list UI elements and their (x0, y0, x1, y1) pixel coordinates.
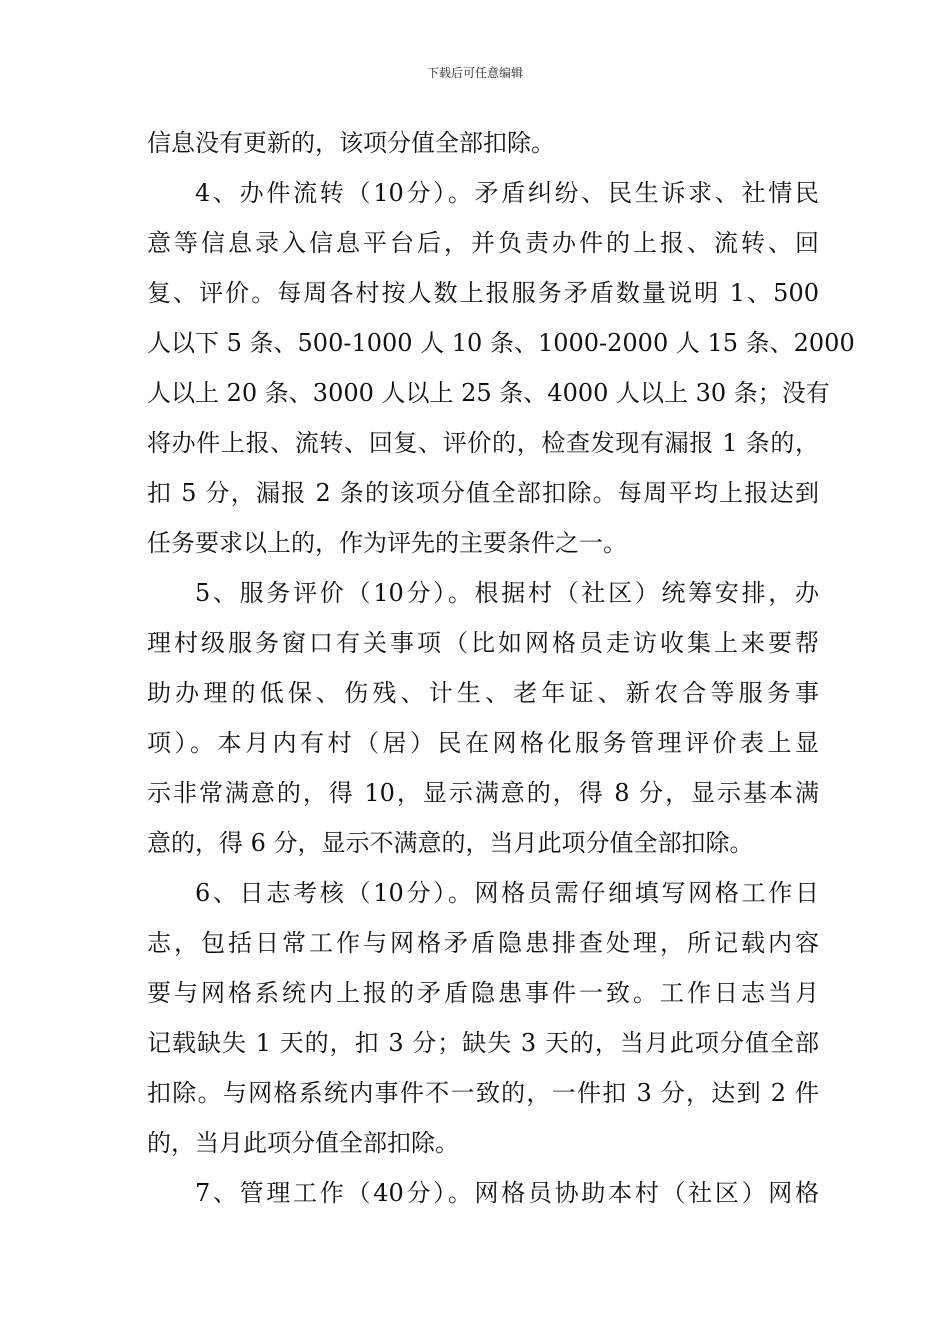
document-body (147, 118, 855, 1218)
text-line: 任务要求以上的，作为评先的主要条件之一。 (147, 529, 627, 557)
text-line: 信息没有更新的，该项分值全部扣除。 (147, 129, 555, 157)
text-line: 意等信息录入信息平台后，并负责办件的上报、流转、回 (147, 229, 819, 257)
text-line: 项）。本月内有村（居）民在网格化服务管理评价表上显 (147, 729, 819, 757)
text-line: 理村级服务窗口有关事项（比如网格员走访收集上来要帮 (147, 629, 819, 657)
text-line: 人以上 20 条、3000 人以上 25 条、4000 人以上 30 条；没有 (147, 379, 830, 407)
text-line: 志，包括日常工作与网格矛盾隐患排查处理，所记载内容 (147, 929, 819, 957)
text-line: 7、管理工作（40分）。网格员协助本村（社区）网格 (195, 1179, 819, 1207)
text-line: 意的，得 6 分，显示不满意的，当月此项分值全部扣除。 (147, 829, 754, 857)
page-header: 下载后可任意编辑 (426, 66, 523, 80)
text-line: 5、服务评价（10分）。根据村（社区）统筹安排，办 (195, 579, 819, 607)
text-line: 扣 5 分，漏报 2 条的该项分值全部扣除。每周平均上报达到 (147, 479, 819, 507)
text-line: 人以下 5 条、500-1000 人 10 条、1000-2000 人 15 条、2000 (147, 329, 855, 357)
text-line: 助办理的低保、伤残、计生、老年证、新农合等服务事 (147, 679, 819, 707)
text-line: 示非常满意的，得 10，显示满意的，得 8 分，显示基本满 (147, 779, 819, 807)
text-line: 扣除。与网格系统内事件不一致的，一件扣 3 分，达到 2 件 (147, 1079, 819, 1107)
text-line: 将办件上报、流转、回复、评价的，检查发现有漏报 1 条的， (147, 429, 819, 457)
text-line: 的，当月此项分值全部扣除。 (147, 1129, 459, 1157)
text-line: 要与网格系统内上报的矛盾隐患事件一致。工作日志当月 (147, 979, 819, 1007)
text-line: 复、评价。每周各村按人数上报服务矛盾数量说明 1、500 (147, 279, 819, 307)
text-line: 记载缺失 1 天的，扣 3 分；缺失 3 天的，当月此项分值全部 (147, 1029, 819, 1057)
text-line: 6、日志考核（10分）。网格员需仔细填写网格工作日 (195, 879, 819, 907)
text-line: 4、办件流转（10分）。矛盾纠纷、民生诉求、社情民 (195, 179, 819, 207)
